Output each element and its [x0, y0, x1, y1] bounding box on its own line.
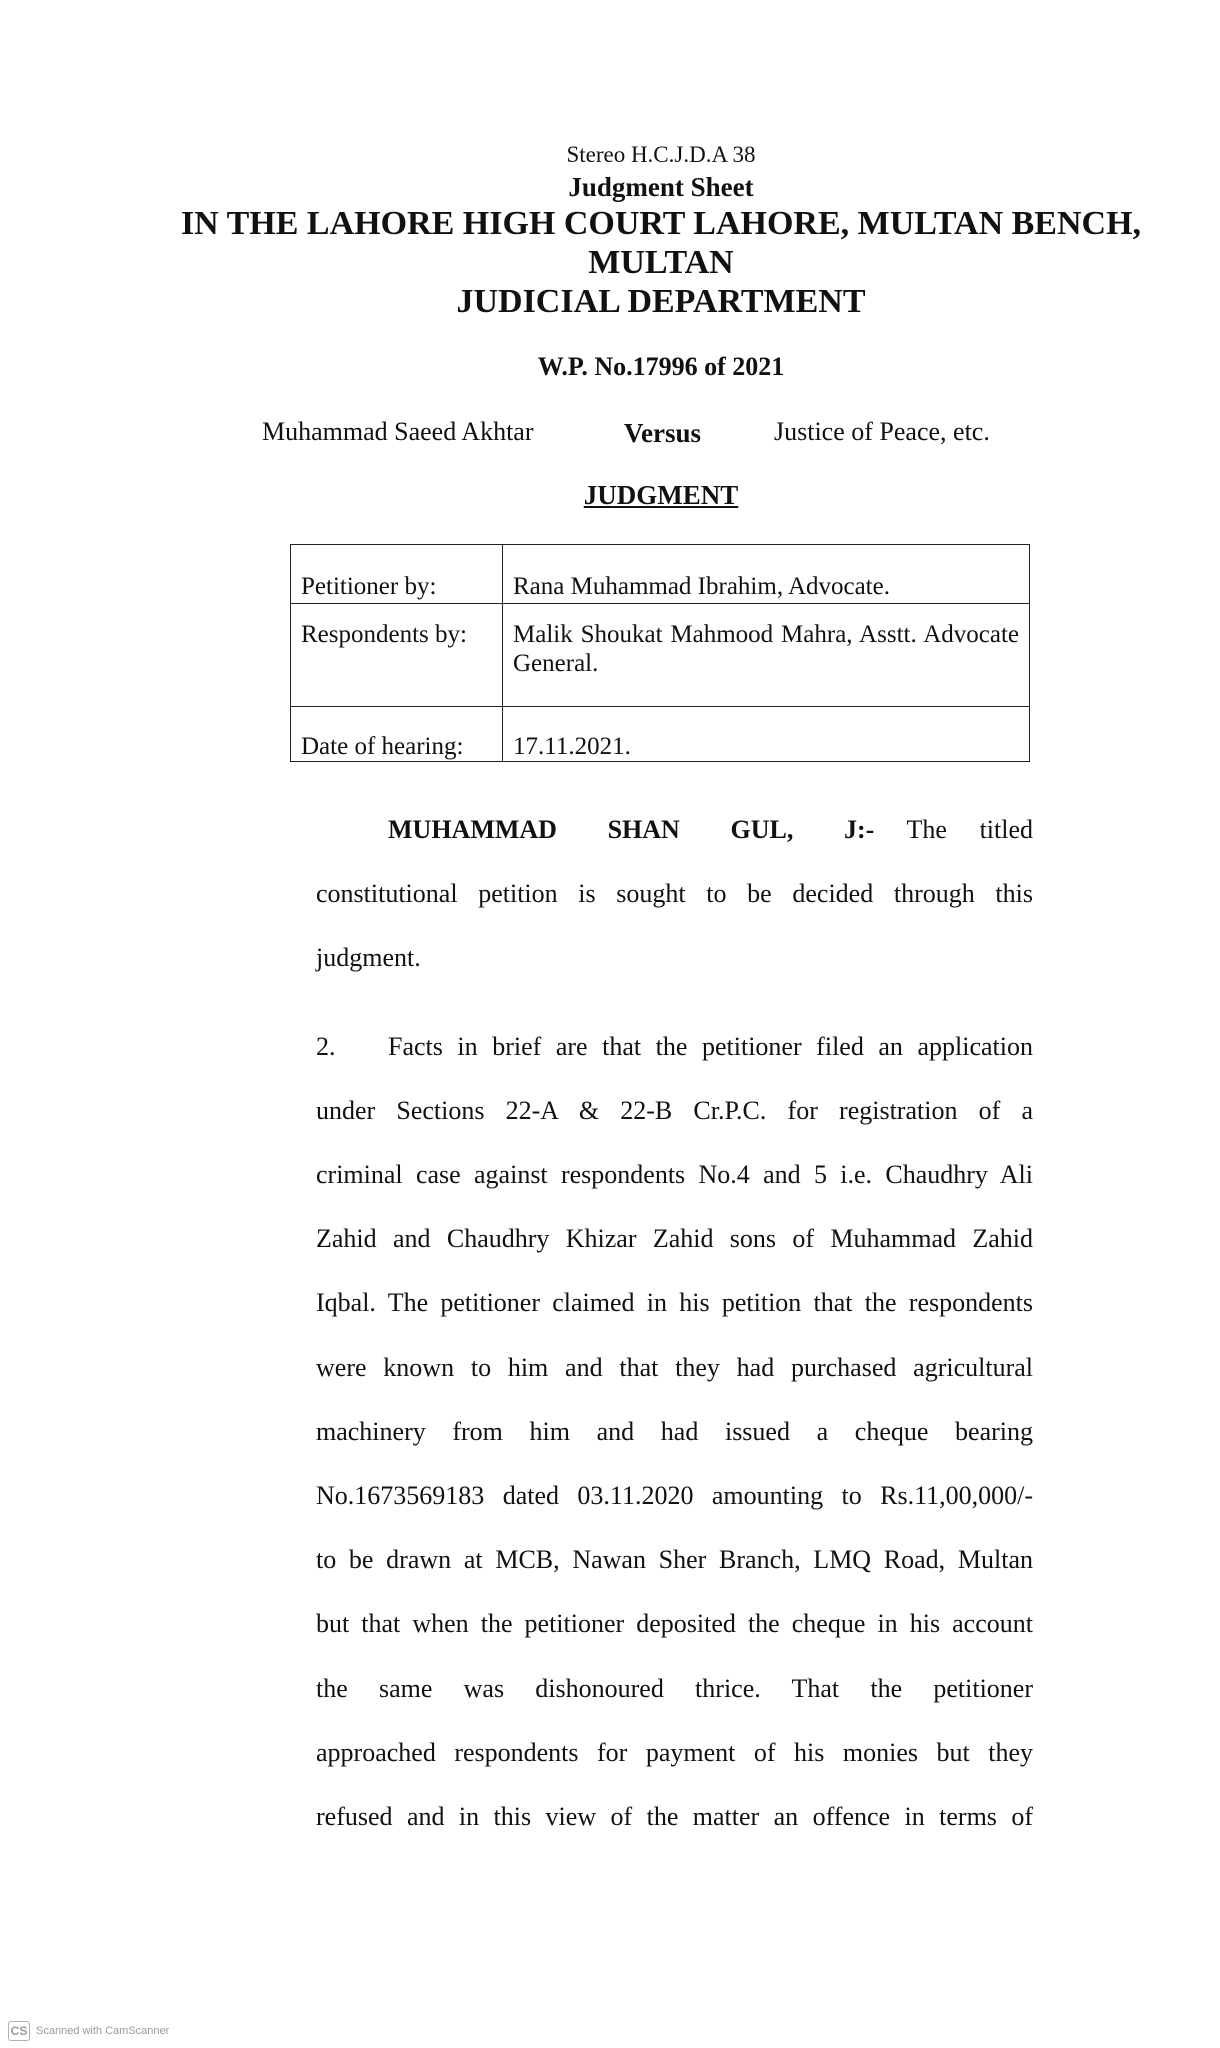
camscanner-logo: CS [8, 2021, 30, 2041]
paragraph-line: but that when the petitioner deposited the cheque in his account [316, 1609, 1033, 1639]
row-label: Date of hearing: [291, 707, 503, 762]
paragraph-number: 2. [316, 1031, 336, 1061]
table-row [291, 545, 1030, 604]
paragraph-1 [316, 798, 1033, 991]
paragraph-line: approached respondents for payment of his monies but they [316, 1737, 1033, 1767]
paragraph-line: Iqbal. The petitioner claimed in his petition that the respondents [316, 1288, 1033, 1318]
paragraph-line: machinery from him and had issued a cheque bearing [316, 1416, 1033, 1446]
judgment-body [316, 798, 1033, 1849]
paragraph-line: were known to him and that they had purchased agricultural [316, 1352, 1033, 1382]
judge-name: MUHAMMAD SHAN GUL, J:- [388, 815, 875, 844]
paragraph-2 [316, 1015, 1033, 1850]
court-line-2: MULTAN [588, 244, 734, 281]
table-row [291, 604, 1030, 707]
paragraph-line: refused and in this view of the matter an offence in terms of [316, 1802, 1033, 1832]
department: JUDICIAL DEPARTMENT [456, 283, 866, 320]
row-value: Malik Shoukat Mahmood Mahra, Asstt. Advocate General. [503, 604, 1030, 707]
paragraph-line: 2. Facts in brief are that the petitioner filed an application [316, 1015, 1033, 1079]
petitioner-name: Muhammad Saeed Akhtar [262, 417, 534, 446]
versus-label: Versus [624, 418, 702, 448]
paragraph-line: the same was dishonoured thrice. That the petitioner [316, 1673, 1033, 1703]
row-value: 17.11.2021. [503, 707, 1030, 762]
counsel-table [290, 544, 1030, 762]
court-line-1: IN THE LAHORE HIGH COURT LAHORE, MULTAN BENCH, [180, 205, 1142, 242]
paragraph-line: No.1673569183 dated 03.11.2020 amounting to Rs.11,00,000/- [316, 1481, 1033, 1511]
court-name [0, 204, 1220, 321]
table-row [291, 707, 1030, 762]
paragraph-line: criminal case against respondents No.4 and 5 i.e. Chaudhry Ali [316, 1160, 1033, 1190]
paragraph-line: to be drawn at MCB, Nawan Sher Branch, LMQ Road, Multan [316, 1545, 1033, 1575]
respondent-name: Justice of Peace, etc. [774, 417, 990, 446]
sheet-title: Judgment Sheet [568, 172, 754, 202]
scanner-watermark [8, 2020, 169, 2042]
stereo-reference: Stereo H.C.J.D.A 38 [566, 142, 756, 167]
judgment-title: JUDGMENT [583, 480, 739, 510]
paragraph-line: MUHAMMAD SHAN GUL, J:- The titled [388, 815, 1034, 844]
case-number: W.P. No.17996 of 2021 [537, 352, 785, 381]
row-label: Petitioner by: [291, 545, 503, 604]
paragraph-line: Zahid and Chaudhry Khizar Zahid sons of Muhammad Zahid [316, 1224, 1033, 1254]
row-value: Rana Muhammad Ibrahim, Advocate. [503, 545, 1030, 604]
paragraph-line: constitutional petition is sought to be decided through this [316, 879, 1033, 909]
paragraph-line: under Sections 22-A & 22-B Cr.P.C. for registration of a [316, 1095, 1033, 1125]
row-label: Respondents by: [291, 604, 503, 707]
paragraph-line: judgment. [316, 943, 421, 973]
scanner-text: Scanned with CamScanner [36, 2025, 170, 2037]
